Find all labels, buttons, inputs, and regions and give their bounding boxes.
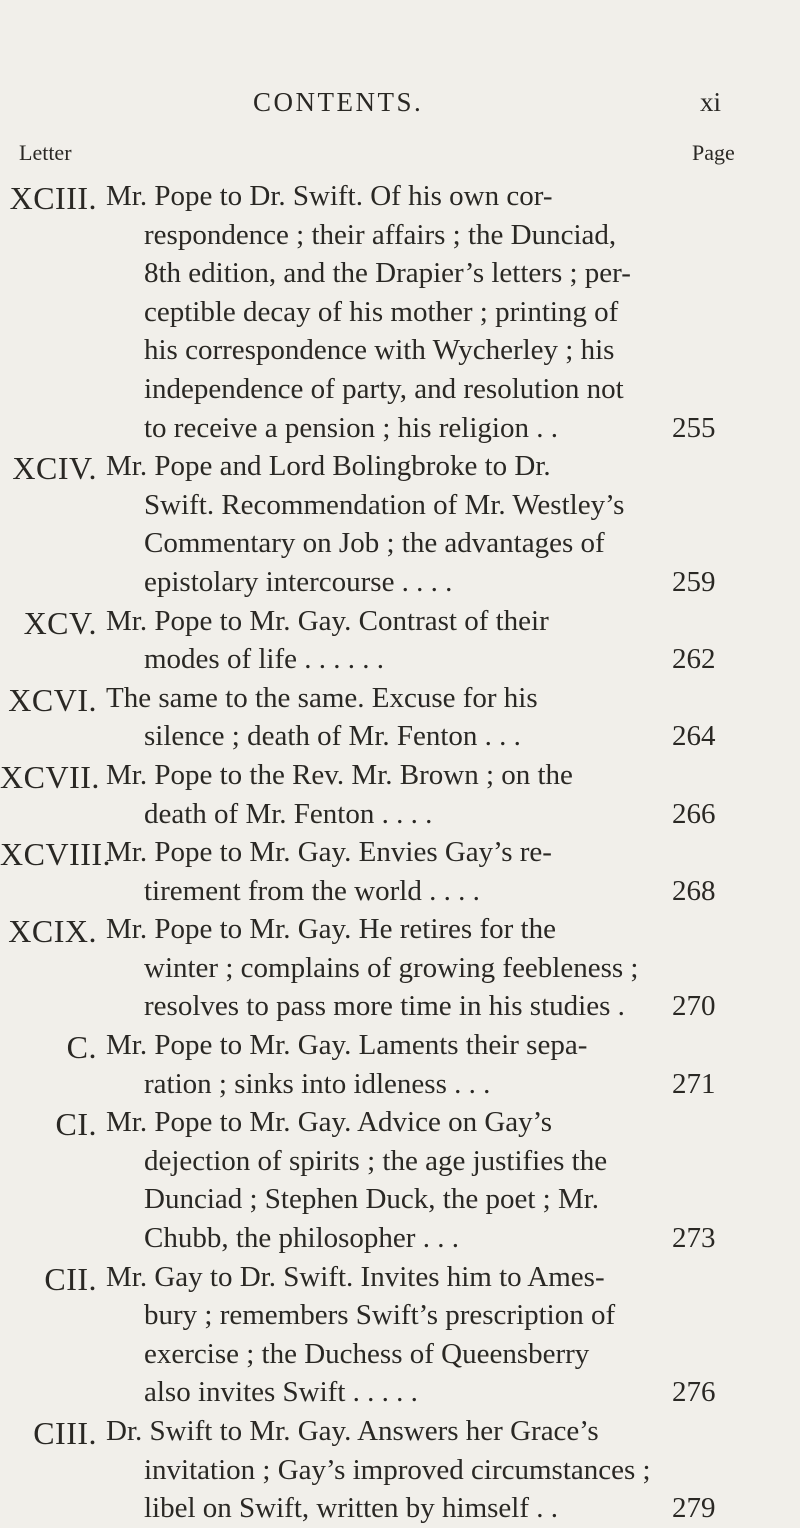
entry-line: resolves to pass more time in his studies . <box>144 990 625 1023</box>
entry-line: Dr. Swift to Mr. Gay. Answers her Grace’s <box>106 1415 599 1447</box>
entry-line: Commentary on Job ; the advantages of <box>144 527 605 560</box>
letter-numeral: XCIX. <box>8 913 97 950</box>
contents-entry <box>0 910 800 1026</box>
entry-line: respondence ; their affairs ; the Dunciad, <box>144 218 617 251</box>
running-head <box>0 85 800 125</box>
entry-line: Mr. Pope to Mr. Gay. Contrast of their <box>106 604 549 637</box>
letter-numeral: XCIII. <box>9 180 97 216</box>
entry-line: Mr. Pope to the Rev. Mr. Brown ; on the <box>106 758 573 791</box>
letter-numeral: CII. <box>44 1260 97 1297</box>
entry-line: Mr. Gay to Dr. Swift. Invites him to Ames- <box>106 1260 605 1293</box>
contents-entry <box>0 447 800 601</box>
letter-column-heading: Letter <box>19 140 72 165</box>
entry-description <box>106 833 666 910</box>
entry-page-number: 276 <box>672 1376 716 1409</box>
page-column-heading: Page <box>692 140 735 165</box>
contents-entry <box>0 1412 800 1528</box>
entry-description <box>106 447 666 601</box>
contents-entry <box>0 756 800 833</box>
contents-list <box>0 177 800 1528</box>
entry-line: modes of life . . . . . . <box>144 643 385 676</box>
letter-numeral: XCV. <box>23 604 97 641</box>
letter-numeral: CIII. <box>33 1415 97 1451</box>
contents-entry <box>0 177 800 447</box>
entry-description <box>106 679 666 756</box>
contents-entry <box>0 1103 800 1257</box>
entry-page-number: 266 <box>672 797 716 830</box>
entry-line: Swift. Recommendation of Mr. Westley’s <box>144 488 625 521</box>
entry-description <box>106 1026 666 1103</box>
entry-page-number: 279 <box>672 1492 716 1525</box>
entry-line: ceptible decay of his mother ; printing of <box>144 295 619 328</box>
entry-line: epistolary intercourse . . . . <box>144 565 453 598</box>
entry-line: to receive a pension ; his religion . . <box>144 411 558 444</box>
entry-line: bury ; remembers Swift’s prescription of <box>144 1299 616 1332</box>
letter-numeral: XCVI. <box>8 681 97 718</box>
letter-numeral: CI. <box>55 1106 97 1143</box>
contents-entry <box>0 1258 800 1412</box>
entry-page-number: 273 <box>672 1222 716 1255</box>
entry-description <box>106 1412 666 1528</box>
entry-line: invitation ; Gay’s improved circumstances ; <box>144 1453 651 1486</box>
contents-entry <box>0 833 800 910</box>
entry-line: Mr. Pope to Mr. Gay. Advice on Gay’s <box>106 1106 552 1139</box>
entry-description <box>106 602 666 679</box>
contents-entry <box>0 1026 800 1103</box>
entry-line: also invites Swift . . . . . <box>144 1376 418 1409</box>
entry-line: independence of party, and resolution not <box>144 372 624 405</box>
entry-line: ration ; sinks into idleness . . . <box>144 1067 491 1100</box>
entry-line: Mr. Pope to Mr. Gay. Envies Gay’s re- <box>106 836 552 869</box>
letter-numeral: XCIV. <box>12 450 97 487</box>
contents-entry <box>0 679 800 756</box>
running-head-title: CONTENTS. <box>253 87 424 117</box>
entry-description <box>106 756 666 833</box>
entry-line: Mr. Pope and Lord Bolingbroke to Dr. <box>106 450 551 483</box>
letter-numeral: C. <box>66 1029 97 1066</box>
letter-numeral: XCVII. <box>0 758 100 795</box>
entry-page-number: 259 <box>672 565 716 598</box>
entry-line: death of Mr. Fenton . . . . <box>144 797 433 830</box>
entry-description <box>106 1103 666 1257</box>
entry-line: exercise ; the Duchess of Queensberry <box>144 1337 590 1370</box>
entry-page-number: 255 <box>672 411 716 444</box>
entry-description <box>106 910 666 1026</box>
entry-line: dejection of spirits ; the age justifies the <box>144 1144 608 1177</box>
entry-page-number: 270 <box>672 990 716 1023</box>
running-head-page-number: xi <box>700 87 722 117</box>
entry-page-number: 262 <box>672 643 716 676</box>
entry-line: libel on Swift, written by himself . . <box>144 1492 559 1525</box>
entry-line: Chubb, the philosopher . . . <box>144 1222 459 1255</box>
contents-entry <box>0 602 800 679</box>
entry-description <box>106 177 666 447</box>
entry-page-number: 268 <box>672 874 716 907</box>
entry-line: tirement from the world . . . . <box>144 874 480 907</box>
entry-line: his correspondence with Wycherley ; his <box>144 334 615 367</box>
entry-line: Mr. Pope to Mr. Gay. He retires for the <box>106 913 556 946</box>
entry-page-number: 271 <box>672 1067 716 1100</box>
entry-page-number: 264 <box>672 720 716 753</box>
entry-line: Mr. Pope to Mr. Gay. Laments their sepa- <box>106 1029 588 1062</box>
entry-line: The same to the same. Excuse for his <box>106 681 538 714</box>
column-headings <box>0 140 800 170</box>
entry-description <box>106 1258 666 1412</box>
entry-line: 8th edition, and the Drapier’s letters ; per- <box>144 257 631 290</box>
entry-line: silence ; death of Mr. Fenton . . . <box>144 720 521 753</box>
entry-line: Mr. Pope to Dr. Swift. Of his own cor- <box>106 180 553 212</box>
entry-line: Dunciad ; Stephen Duck, the poet ; Mr. <box>144 1183 600 1216</box>
letter-numeral: XCVIII. <box>0 836 112 873</box>
entry-line: winter ; complains of growing feebleness ; <box>144 951 639 984</box>
